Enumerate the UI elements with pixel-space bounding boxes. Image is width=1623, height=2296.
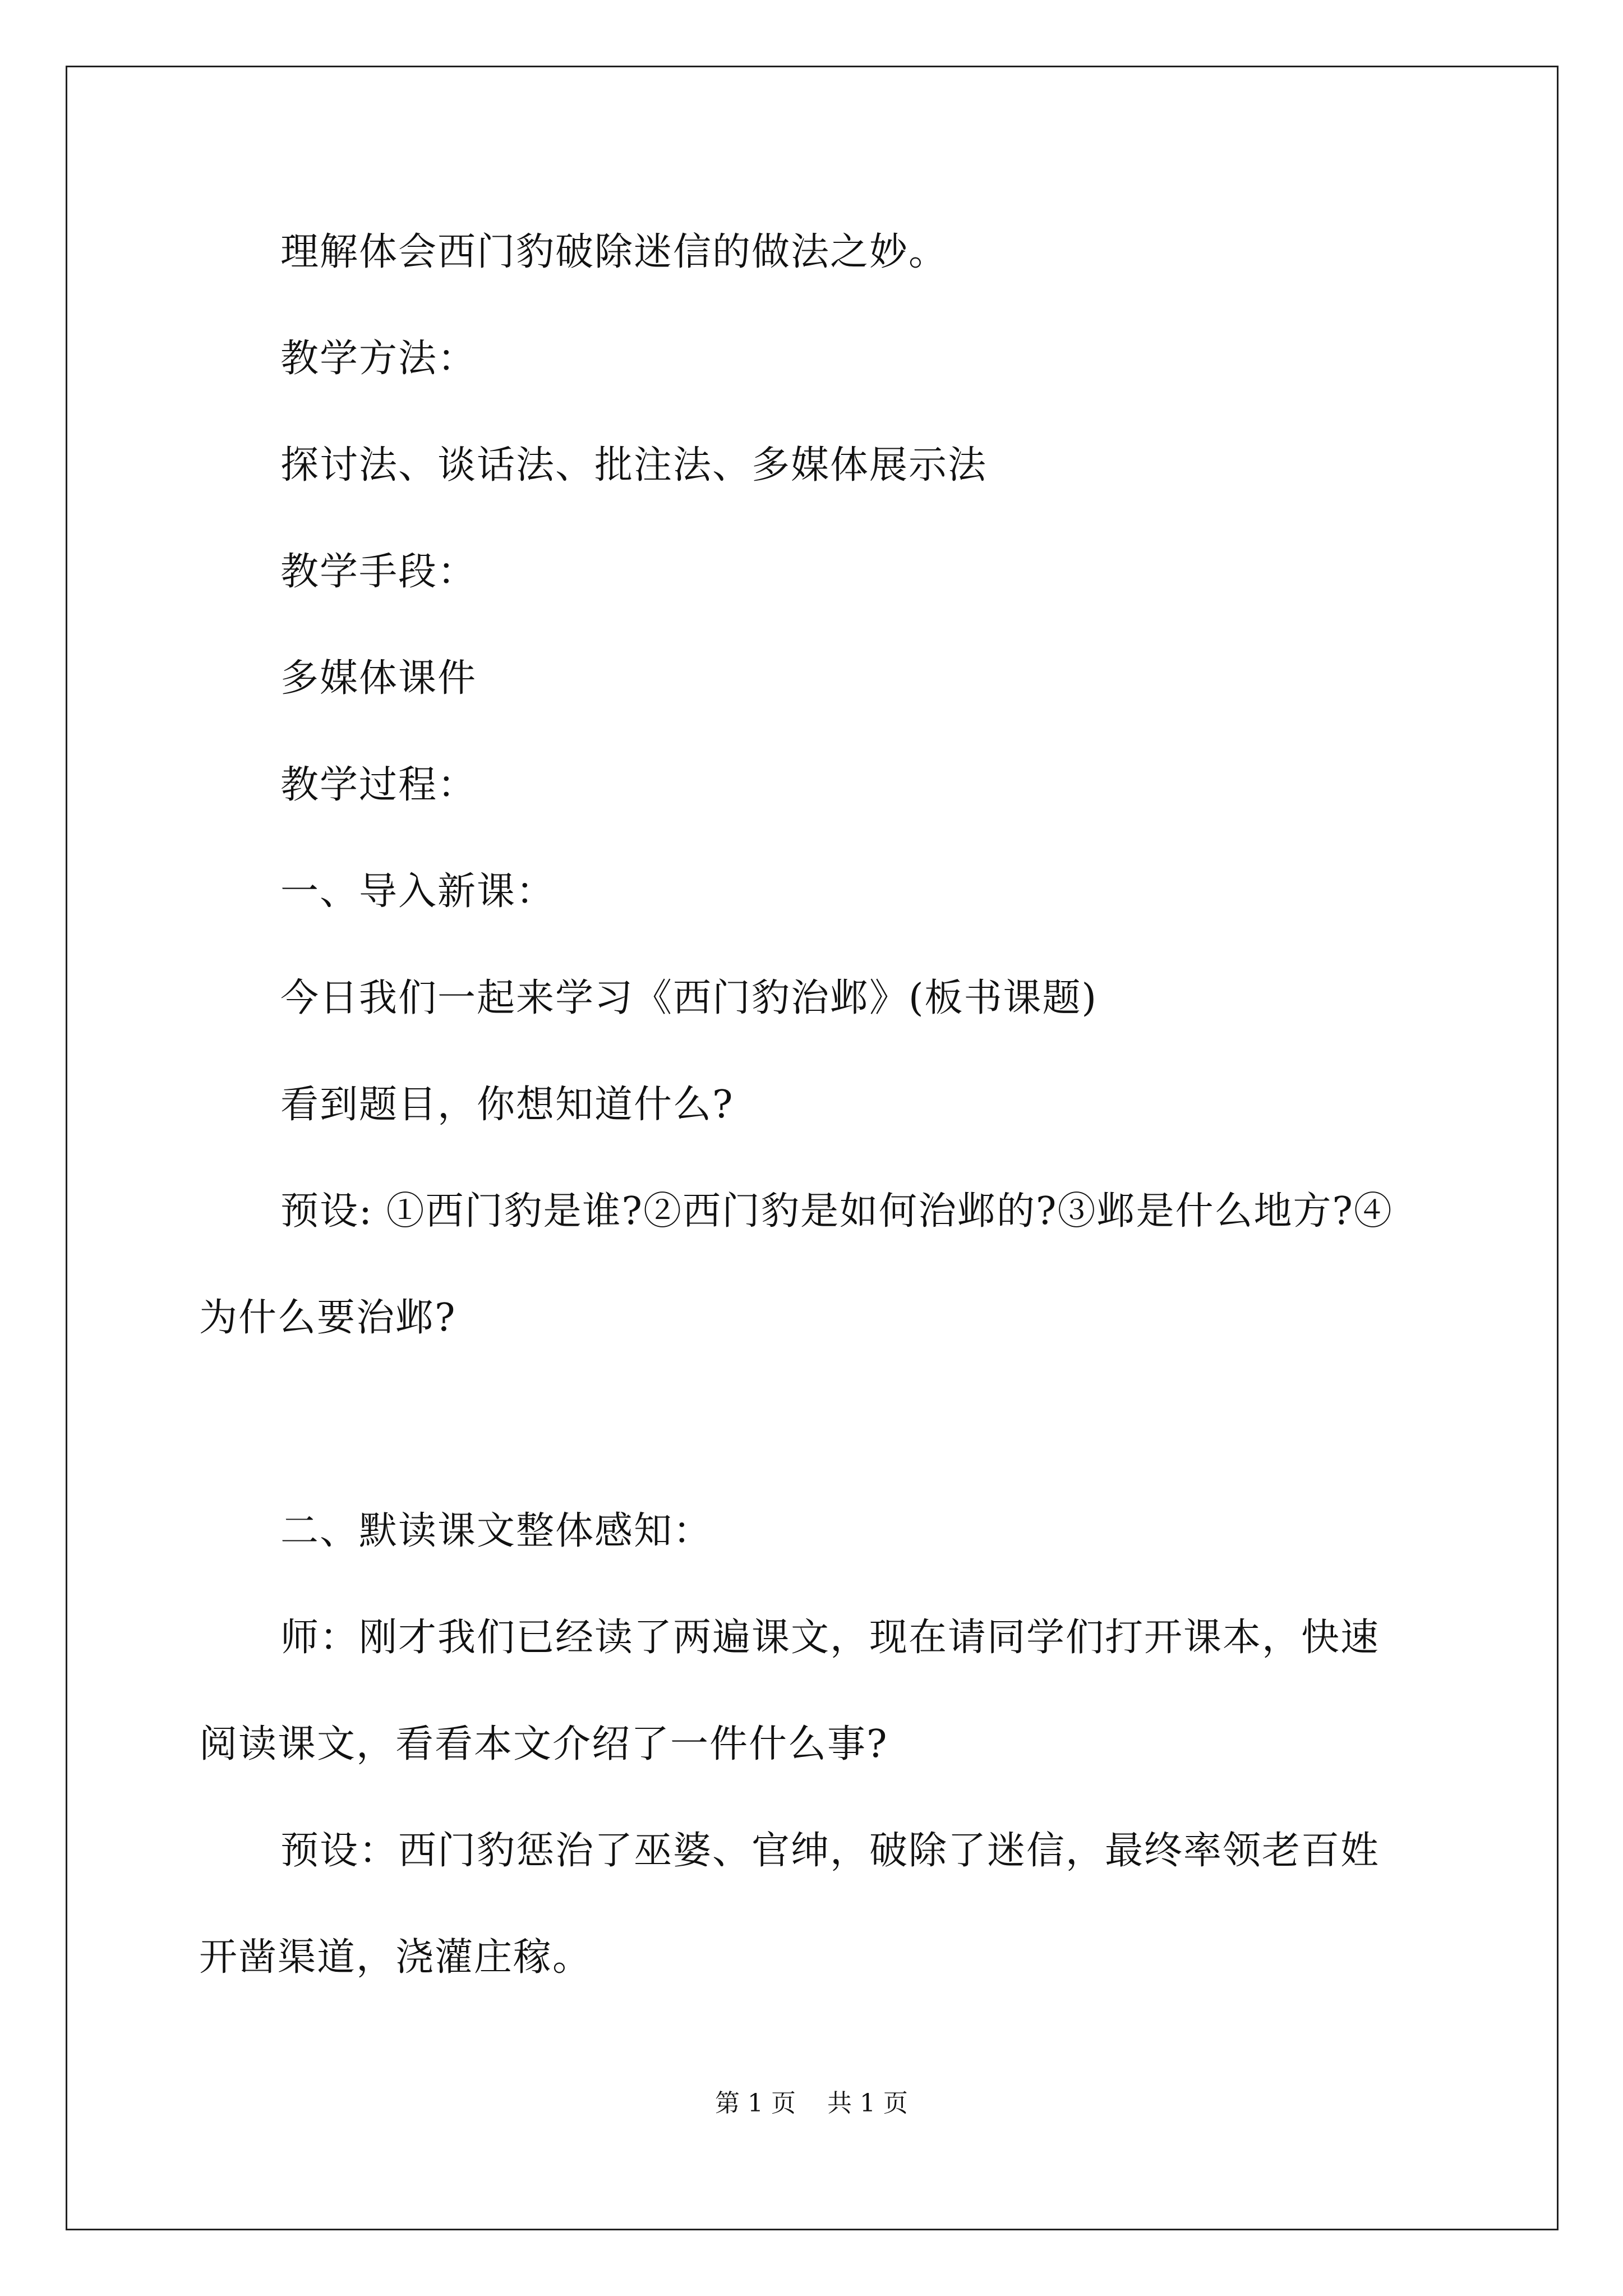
- paragraph-teacher-line1: 师：刚才我们已经读了两遍课文，现在请同学们打开课本，快速: [280, 1616, 1380, 1660]
- paragraph-objective: 理解体会西门豹破除迷信的做法之妙。: [280, 230, 948, 274]
- paragraph-intro-title: 今日我们一起来学习《西门豹治邺》(板书课题): [280, 976, 1098, 1020]
- paragraph-methods-list: 探讨法、谈话法、批注法、多媒体展示法: [280, 443, 988, 487]
- paragraph-preset-answer-line2: 开凿渠道，浇灌庄稼。: [199, 1935, 592, 1980]
- paragraph-preset-questions-line2: 为什么要治邺?: [199, 1296, 457, 1340]
- page-border: [66, 66, 1559, 2230]
- heading-teaching-means: 教学手段：: [280, 550, 477, 594]
- paragraph-question: 看到题目，你想知道什么?: [280, 1083, 734, 1127]
- paragraph-teacher-line2: 阅读课文，看看本文介绍了一件什么事?: [199, 1722, 888, 1766]
- paragraph-preset-answer-line1: 预设：西门豹惩治了巫婆、官绅，破除了迷信，最终率领老百姓: [280, 1829, 1380, 1873]
- page-footer: 第 1 页 共 1 页: [715, 2089, 908, 2118]
- heading-teaching-process: 教学过程：: [280, 763, 477, 807]
- heading-section-one: 一、导入新课：: [280, 869, 556, 914]
- paragraph-multimedia: 多媒体课件: [280, 656, 477, 701]
- paragraph-preset-questions-line1: 预设: ①西门豹是谁?②西门豹是如何治邺的?③邺是什么地方?④: [280, 1189, 1393, 1234]
- heading-section-two: 二、默读课文整体感知：: [280, 1509, 713, 1553]
- heading-teaching-method: 教学方法：: [280, 337, 477, 381]
